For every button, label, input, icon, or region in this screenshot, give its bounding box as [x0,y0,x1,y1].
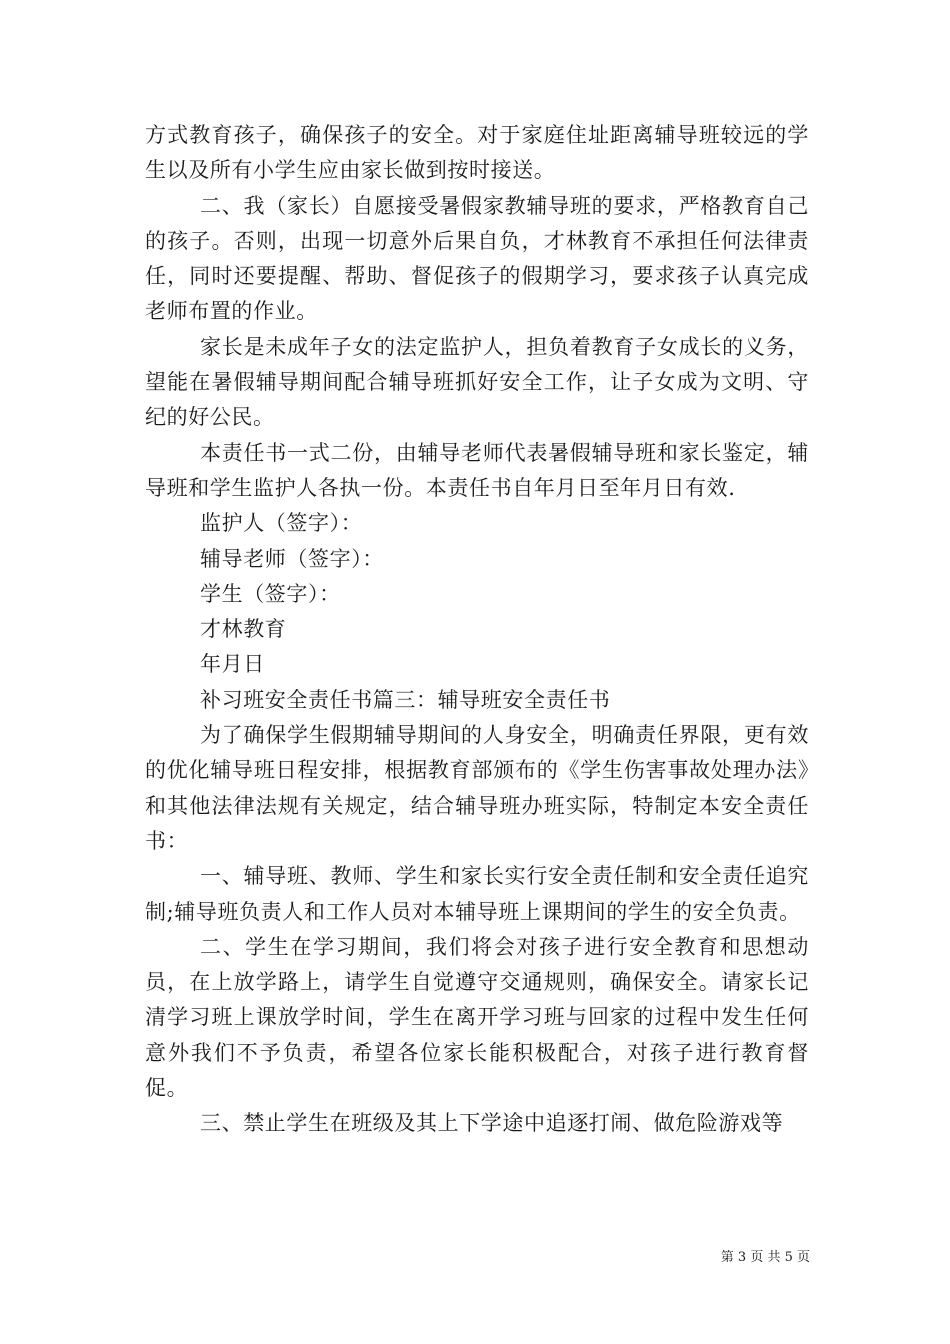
paragraph-intro: 为了确保学生假期辅导期间的人身安全，明确责任界限，更有效的优化辅导班日程安排，根据教育部颁布的《学生伤害事故处理办法》和其他法律法规有关规定，结合辅导班办班实际，特制定本安全责任书： [145,723,809,853]
signature-teacher: 辅导老师（签字）： [200,546,384,571]
paragraph-parent-consent: 二、我（家长）自愿接受暑假家教辅导班的要求，严格教育自己的孩子。否则，出现一切意外后果自负，才林教育不承担任何法律责任，同时还要提醒、帮助、督促孩子的假期学习，要求孩子认真完成老师布置的作业。 [145,193,809,324]
paragraph-item-2: 二、学生在学习期间，我们将会对孩子进行安全教育和思想动员，在上放学路上，请学生自觉遵守交通规则，确保安全。请家长记清学习班上课放学时间，学生在离开学习班与回家的过程中发生任何意外我们不予负责，希望各位家长能积极配合，对孩子进行教育督促。 [145,934,809,1101]
paragraph-item-3: 三、禁止学生在班级及其上下学途中追逐打闹、做危险游戏等 [200,1111,784,1136]
organization-name: 才林教育 [200,617,287,642]
page-number: 第 3 页 共 5 页 [720,1250,810,1265]
paragraph-copies-validity: 本责任书一式二份，由辅导老师代表暑假辅导班和家长鉴定，辅导班和学生监护人各执一份。本责任书自年月日至年月日有效. [145,440,809,500]
date-line: 年月日 [200,652,265,677]
paragraph-guardian-duty: 家长是未成年子女的法定监护人，担负着教育子女成长的义务，望能在暑假辅导期间配合辅导班抓好安全工作，让子女成为文明、守纪的好公民。 [145,334,809,430]
section-heading: 补习班安全责任书篇三：辅导班安全责任书 [200,687,611,712]
signature-guardian: 监护人（签字）： [200,511,363,536]
paragraph-item-1: 一、辅导班、教师、学生和家长实行安全责任制和安全责任追究制;辅导班负责人和工作人员对本辅导班上课期间的学生的安全负责。 [145,864,809,924]
signature-student: 学生（签字）： [200,581,341,606]
paragraph-continuation: 方式教育孩子，确保孩子的安全。对于家庭住址距离辅导班较远的学生以及所有小学生应由家长做到按时接送。 [145,123,809,183]
document-body [145,118,809,1142]
